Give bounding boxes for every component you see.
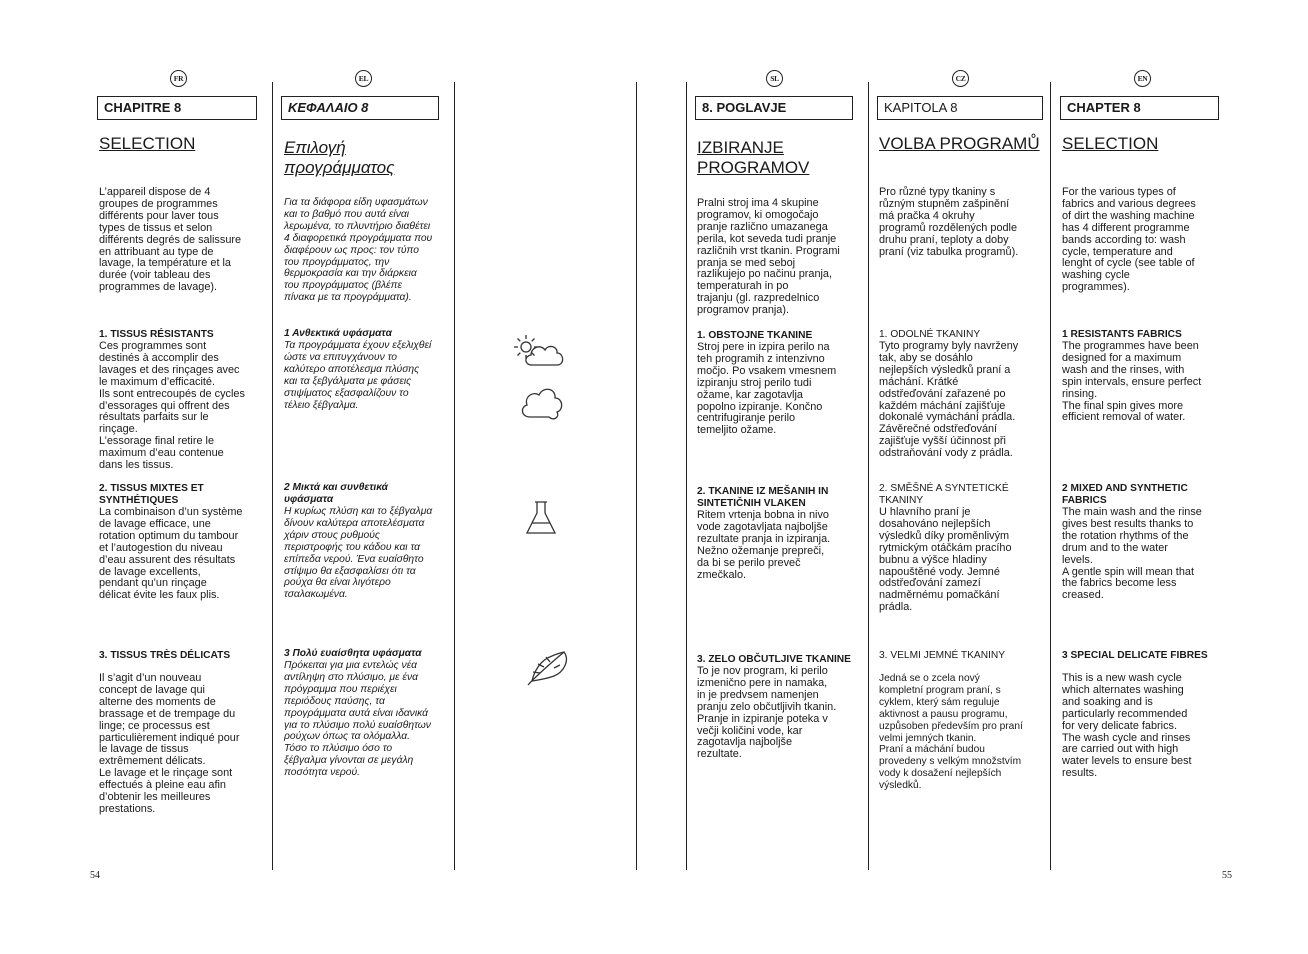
language-badge: FR (170, 70, 187, 87)
page-number-left: 54 (90, 870, 100, 881)
subsection-heading-3: 3. TISSUS TRÈS DÉLICATS (99, 650, 231, 661)
intro-paragraph: Για τα διάφορα είδη υφασμάτων και το βαθμό που αυτά είναι λερωμένα, το πλυντήριο διαθέτει 4 διαφορετικά προγράμματα που διαφέρουν ως προς: τον τύπο του προγράμματος, την θερμοκρασία και την διάρκεια του προγράμματος (βλέπε πίνακα με τα προγράμματα). (284, 197, 433, 304)
column-divider (272, 82, 273, 870)
subsection-heading-3: 3. VELMI JEMNÉ TKANINY (879, 650, 1006, 661)
chapter-box: 8. POGLAVJE (695, 96, 853, 120)
subsection-body-3: This is a new wash cycle which alternates washing and soaking and is particularly recommended for very delicate fabrics. The wash cycle and rinses are carried out with high water levels to ensure best results. (1062, 672, 1192, 780)
subsection-body-2: Ritem vrtenja bobna in nivo vode zagotavljata najboljše rezultate pranja in izpiranja. Nežno ožemanje prepreči, da bi se perilo preveč zmečkalo. (697, 509, 831, 581)
subsection-body-2: Η κυρίως πλύση και το ξέβγαλμα δίνουν καλύτερα αποτελέσματα χάριν στους ρυθμούς περιστροφής του κάδου και τα επίπεδα νερού. Ένα ευαίσθητο στίψιμο θα εξασφαλίσει ότι τα ρούχα θα είναι λιγότερο τσαλακωμένα. (284, 506, 433, 601)
subsection-body-1: Ces programmes sont destinés à accomplir des lavages et des rinçages avec le maximum d’efficacité. Ils sont entrecoupés de cycles d’essorages qui offrent des résultats parfaits sur le rinçage. L’essorage final retire le maximum d’eau contenue dans les tissus. (99, 340, 245, 472)
subsection-body-3: To je nov program, ki perilo izmenično pere in namaka, in je predvsem namenjen pranju zelo občutljivih tkanin. Pranje in izpiranje poteka v večji količini vode, kar zagotavlja najboljše rezultate. (697, 665, 837, 761)
section-title: SELECTION (99, 134, 196, 153)
section-title: SELECTION (1062, 134, 1159, 153)
subsection-body-3: Πρόκειται για μια εντελώς νέα αντίληψη στο πλύσιμο, με ένα πρόγραμμα που περιέχει περιόδους παύσης, τα προγράμματα αυτά είναι ιδανικά για το πλύσιμο πολύ ευαίσθητων ρούχων όπως τα ολόμαλλα. Τόσο το πλύσιμο όσο το ξέβγαλμα γίνονται σε μεγάλη ποσότητα νερού. (284, 660, 431, 779)
column-divider (454, 82, 455, 870)
subsection-heading-2: 2. TKANINE IZ MEŠANIH IN SINTETIČNIH VLAKEN (697, 486, 829, 509)
subsection-heading-1: 1 RESISTANTS FABRICS (1062, 329, 1182, 340)
chapter-box: ΚΕΦΑΛΑΙΟ 8 (281, 96, 439, 120)
subsection-body-1: The programmes have been designed for a maximum wash and the rinses, with spin intervals, ensure perfect rinsing. The final spin gives more efficient removal of water. (1062, 340, 1202, 424)
section-title: Επιλογή προγράμματος (284, 138, 395, 177)
column-divider (686, 82, 687, 870)
subsection-body-2: La combinaison d’un système de lavage efficace, une rotation optimum du tambour et l’autogestion du niveau d’eau assurent des résultats de lavage excellents, pendant qu’un rinçage délicat évite les faux plis. (99, 506, 243, 602)
section-title: VOLBA PROGRAMŮ (879, 134, 1040, 153)
subsection-heading-3: 3. ZELO OBČUTLJIVE TKANINE (697, 654, 851, 665)
subsection-heading-1: 1. ODOLNÉ TKANINY (879, 329, 981, 340)
subsection-heading-3: 3 Πολύ ευαίσθητα υφάσματα (284, 648, 422, 659)
chapter-box: CHAPITRE 8 (97, 96, 257, 120)
intro-paragraph: Pro různé typy tkaniny s různým stupněm zašpinění má pračka 4 okruhy programů rozdělených podle druhu praní, teploty a doby praní (viz tabulka programů). (879, 186, 1019, 258)
page-number-right: 55 (1222, 870, 1232, 881)
language-badge: EL (355, 70, 372, 87)
feather-icon (524, 648, 572, 688)
chapter-box: KAPITOLA 8 (877, 96, 1043, 120)
column-divider (1050, 82, 1051, 870)
cloud-icon (518, 383, 564, 423)
subsection-body-2: The main wash and the rinse gives best results thanks to the rotation rhythms of the drum and to the water levels. A gentle spin will mean that the fabrics become less creased. (1062, 506, 1202, 602)
section-title: IZBIRANJE PROGRAMOV (697, 138, 810, 177)
subsection-heading-1: 1. OBSTOJNE TKANINE (697, 330, 813, 341)
subsection-heading-2: 2 MIXED AND SYNTHETIC FABRICS (1062, 483, 1188, 506)
sun-cloud-icon (510, 332, 566, 370)
chapter-box: CHAPTER 8 (1060, 96, 1219, 120)
subsection-heading-3: 3 SPECIAL DELICATE FIBRES (1062, 650, 1208, 661)
language-badge: CZ (952, 70, 969, 87)
language-badge: SL (766, 70, 783, 87)
intro-paragraph: For the various types of fabrics and various degrees of dirt the washing machine has 4 different programme bands according to: wash cycle, temperature and lenght of cycle (see table of washing cycle programmes). (1062, 186, 1196, 294)
subsection-body-3: Jedná se o zcela nový kompletní program praní, s cyklem, který sám reguluje aktivnost a pausu programu, uzpůsoben především pro praní velmi jemných tkanin. Praní a máchání budou provedeny s velkým množstvím vody k dosažení nejlepších výsledků. (879, 673, 1023, 792)
subsection-body-1: Stroj pere in izpira perilo na teh programih z intenzivno močjo. Po vsakem vmesnem izpiranju stroj perilo tudi ožame, kar zagotavlja popolno izpiranje. Končno centrifugiranje perilo temeljito ožame. (697, 341, 837, 437)
column-divider (868, 82, 869, 870)
subsection-heading-1: 1. TISSUS RÉSISTANTS (99, 329, 214, 340)
subsection-heading-2: 2 Μικτά και συνθετικά υφάσματα (284, 482, 388, 505)
intro-paragraph: Pralni stroj ima 4 skupine programov, ki omogočajo pranje različno umazanega perila, kot seveda tudi pranje različnih vrst tkanin. Programi pranja se med seboj razlikujejo po načinu pranja, temperaturah in po trajanju (gl. razpredelnico programov pranja). (697, 197, 840, 317)
language-badge: EN (1134, 70, 1151, 87)
subsection-heading-2: 2. TISSUS MIXTES ET SYNTHÉTIQUES (99, 483, 204, 506)
subsection-body-1: Τα προγράμματα έχουν εξελιχθεί ώστε να επιτυγχάνουν το καλύτερο αποτέλεσμα πλύσης και τα ξεβγάλματα με φάσεις στιψίματος εξασφαλίζουν το τέλειο ξέβγαλμα. (284, 340, 432, 411)
subsection-body-2: U hlavního praní je dosahováno nejlepších výsledků díky proměnlivým rytmickým otáčkám pracího bubnu a výšce hladiny napouštěné vody. Jemné odstřeďování zamezí nadměrnému pomačkání prádla. (879, 506, 1012, 614)
flask-icon (524, 500, 558, 536)
subsection-body-3: Il s’agit d’un nouveau concept de lavage qui alterne des moments de brassage et de trempage du linge; ce processus est particulièrement indiqué pour le lavage de tissus extrêmement délicats. Le lavage et le rinçage sont effectués à pleine eau afin d’obtenir les meilleures prestations. (99, 672, 240, 815)
subsection-heading-1: 1 Ανθεκτικά υφάσματα (284, 328, 392, 339)
subsection-body-1: Tyto programy byly navrženy tak, aby se dosáhlo nejlepších výsledků praní a máchání. Krátké odstřeďování zařazené po každém máchání zajišťuje dokonalé vymáchání prádla. Závěrečné odstřeďování zajišťuje vyšší účinnost při odstraňování vody z prádla. (879, 340, 1019, 460)
intro-paragraph: L’appareil dispose de 4 groupes de programmes différents pour laver tous types de tissus et selon différents degrés de salissure en attribuant au type de lavage, la température et la durée (voir tableau des programmes de lavage). (99, 186, 242, 294)
subsection-heading-2: 2. SMĚŠNÉ A SYNTETICKÉ TKANINY (879, 483, 1009, 506)
page-gutter-line (636, 82, 637, 870)
